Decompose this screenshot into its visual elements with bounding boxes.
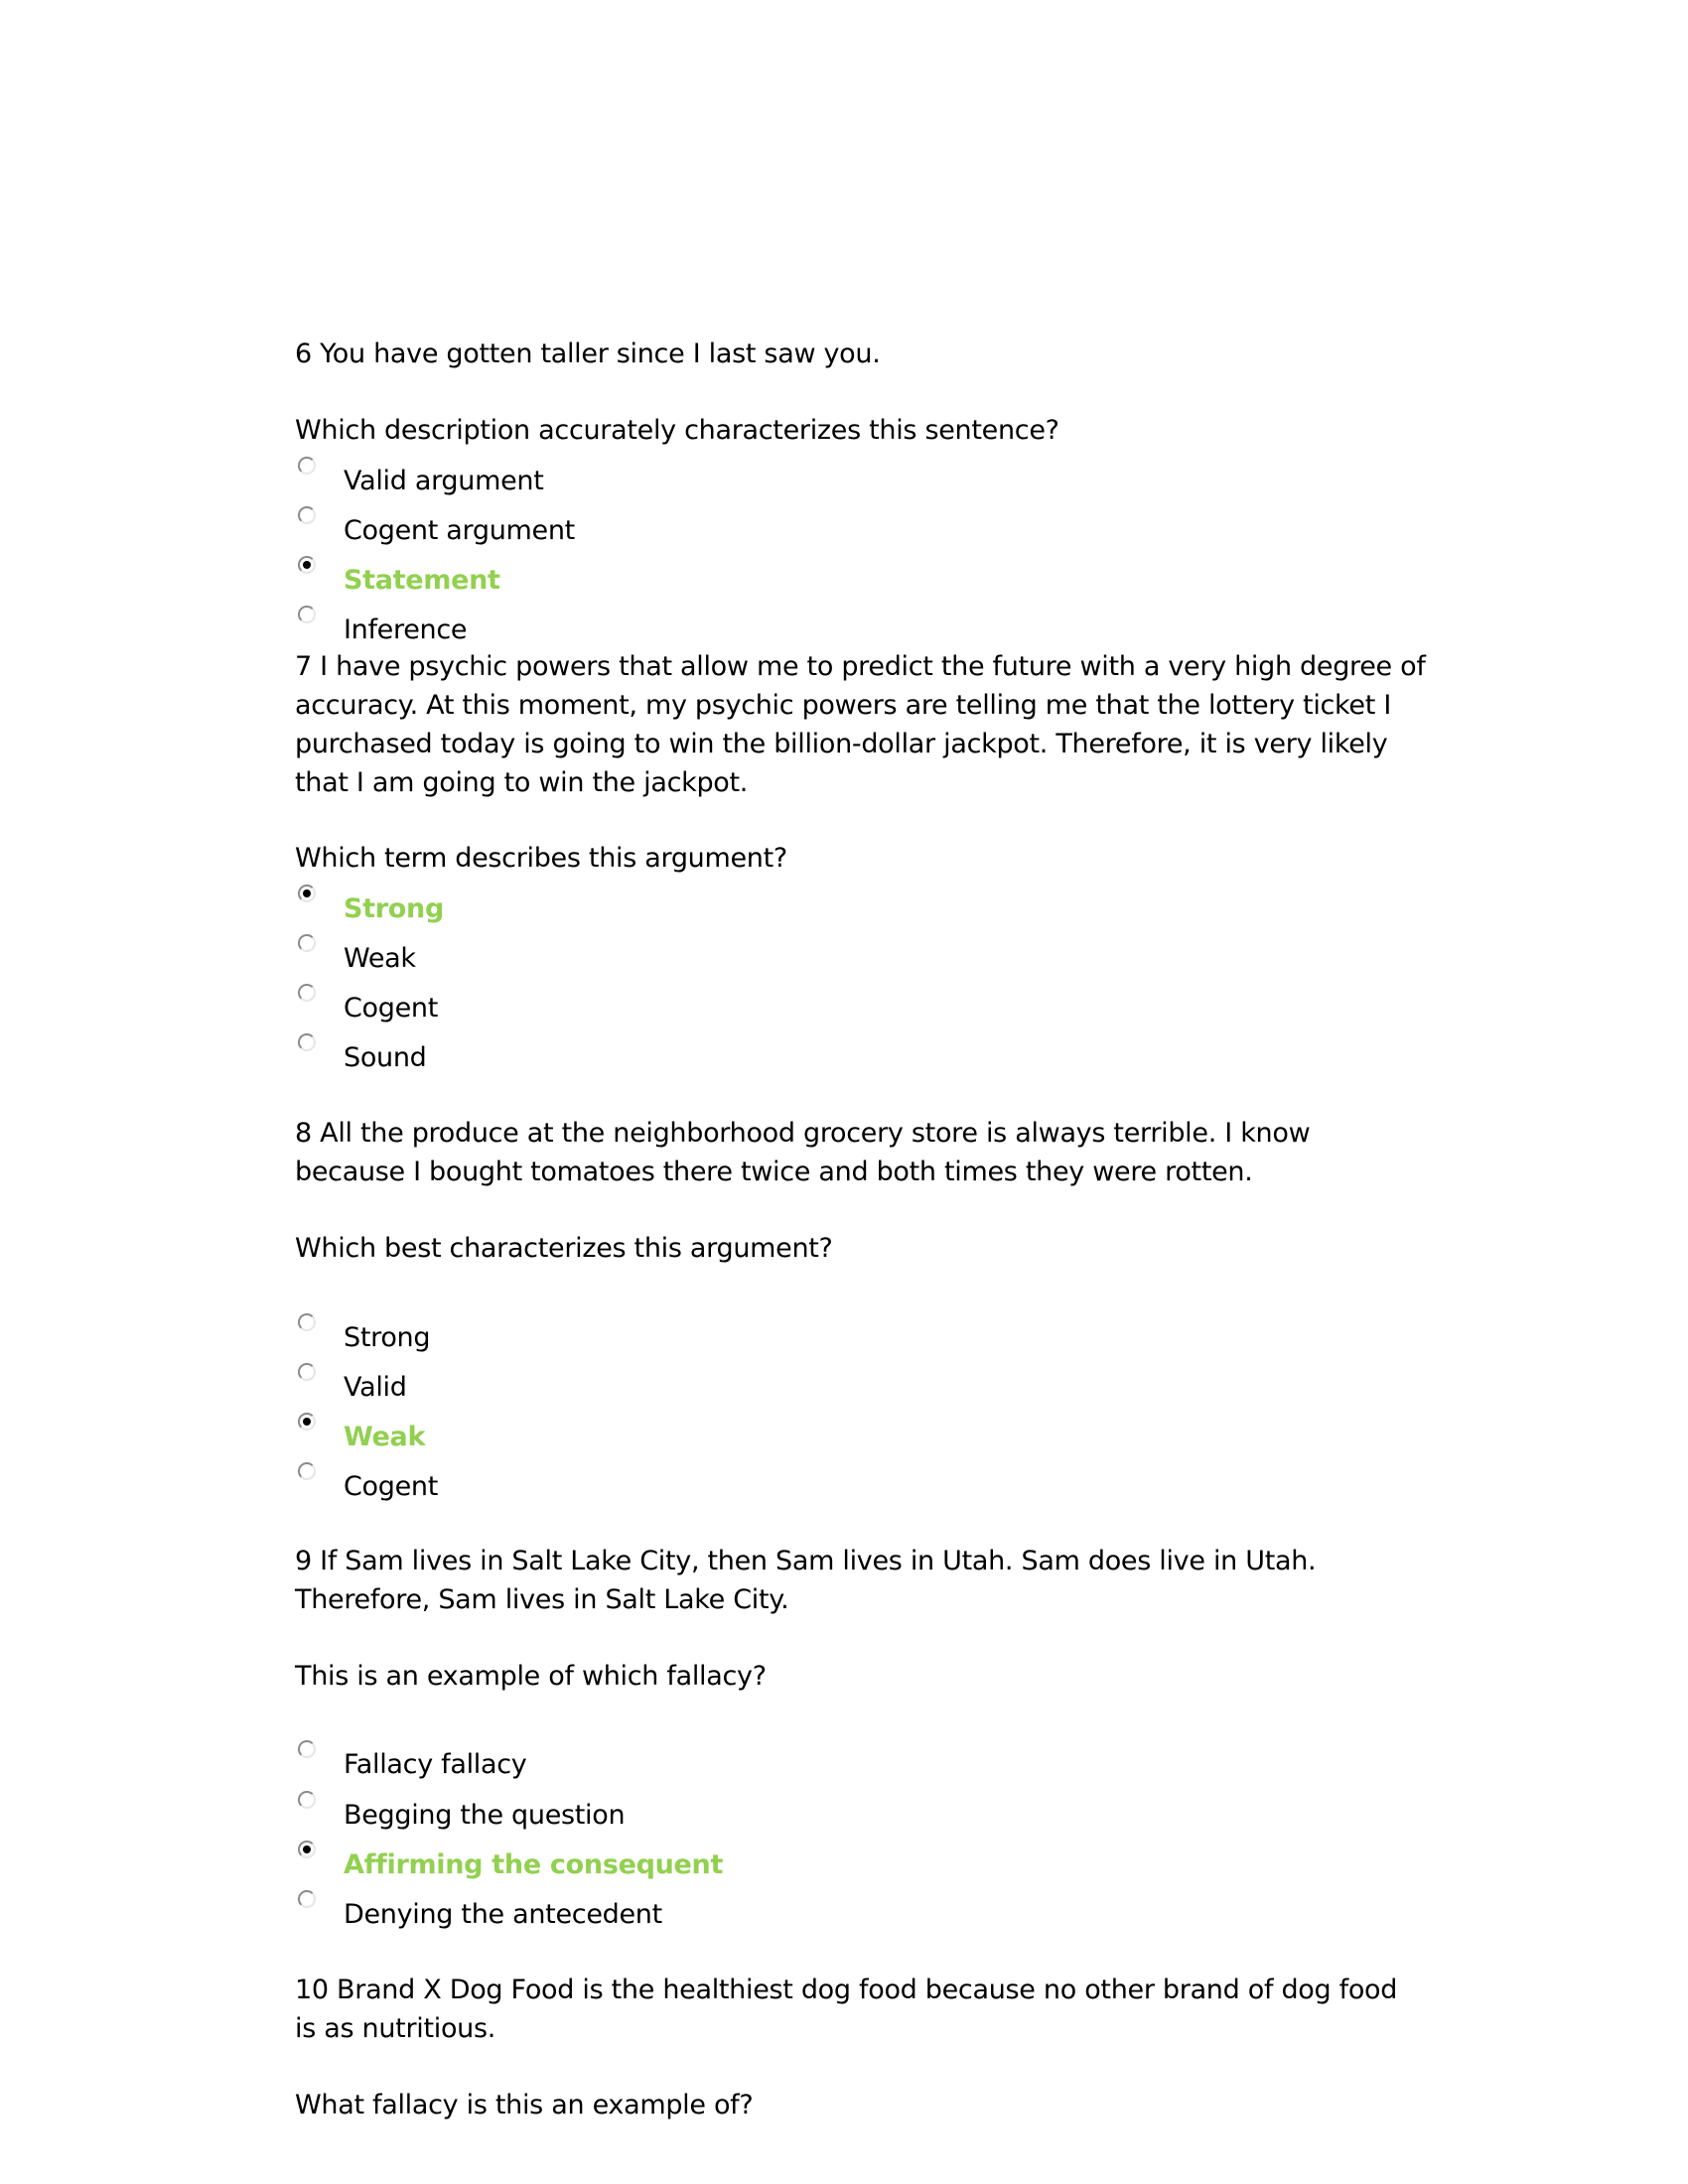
question-7-stem-line: accuracy. At this moment, my psychic powers are telling me that the lottery ticket I (295, 690, 1391, 721)
question-9-prompt: This is an example of which fallacy? (295, 1661, 767, 1692)
radio-selected-icon[interactable] (298, 1841, 316, 1858)
radio-unselected-icon[interactable] (298, 1740, 316, 1758)
question-6-prompt: Which description accurately characterizes this sentence? (295, 415, 1059, 446)
question-8-option-2[interactable] (298, 1365, 407, 1405)
question-7-option-1[interactable] (298, 887, 444, 926)
radio-unselected-icon[interactable] (298, 1890, 316, 1908)
question-6-stem: 6 You have gotten taller since I last saw you. (295, 339, 881, 369)
question-8-option-1[interactable] (298, 1315, 431, 1355)
question-6-option-4[interactable] (298, 608, 468, 647)
question-8-option-4[interactable] (298, 1464, 439, 1504)
option-label: Cogent (344, 1471, 439, 1502)
question-8-option-3[interactable] (298, 1415, 426, 1454)
question-6-option-3[interactable] (298, 558, 500, 598)
radio-selected-icon[interactable] (298, 1413, 316, 1431)
radio-unselected-icon[interactable] (298, 1033, 316, 1051)
question-7-option-4[interactable] (298, 1035, 427, 1075)
radio-unselected-icon[interactable] (298, 984, 316, 1002)
radio-unselected-icon[interactable] (298, 1791, 316, 1809)
radio-unselected-icon[interactable] (298, 457, 316, 475)
radio-selected-icon[interactable] (298, 556, 316, 574)
question-9-option-3[interactable] (298, 1843, 724, 1882)
option-label: Cogent (344, 993, 439, 1024)
question-7-prompt: Which term describes this argument? (295, 843, 787, 874)
radio-unselected-icon[interactable] (298, 1363, 316, 1381)
option-label: Weak (344, 943, 416, 974)
question-8-stem-line: 8 All the produce at the neighborhood grocery store is always terrible. I know (295, 1118, 1311, 1149)
question-7-option-2[interactable] (298, 936, 416, 976)
selected-option-label: Affirming the consequent (344, 1849, 724, 1880)
question-7-stem-line: that I am going to win the jackpot. (295, 767, 749, 798)
selected-option-label: Strong (344, 893, 444, 924)
question-9-stem-line: 9 If Sam lives in Salt Lake City, then Sam lives in Utah. Sam does live in Utah. (295, 1546, 1317, 1576)
option-label: Denying the antecedent (344, 1899, 662, 1930)
question-9-option-1[interactable] (298, 1742, 527, 1782)
option-label: Cogent argument (344, 515, 575, 546)
option-label: Inference (344, 614, 468, 645)
radio-unselected-icon[interactable] (298, 1462, 316, 1480)
radio-unselected-icon[interactable] (298, 506, 316, 524)
question-8-prompt: Which best characterizes this argument? (295, 1233, 833, 1264)
question-6-option-2[interactable] (298, 508, 575, 548)
radio-selected-icon[interactable] (298, 885, 316, 902)
radio-unselected-icon[interactable] (298, 934, 316, 952)
question-10-stem-line: is as nutritious. (295, 2013, 496, 2044)
question-10-stem-line: 10 Brand X Dog Food is the healthiest dog food because no other brand of dog food (295, 1975, 1398, 2005)
option-label: Valid (344, 1372, 407, 1403)
question-9-option-4[interactable] (298, 1892, 662, 1932)
question-9-stem-line: Therefore, Sam lives in Salt Lake City. (295, 1584, 789, 1615)
question-8-stem-line: because I bought tomatoes there twice and both times they were rotten. (295, 1157, 1253, 1187)
option-label: Fallacy fallacy (344, 1749, 527, 1780)
selected-option-label: Statement (344, 565, 500, 596)
radio-unselected-icon[interactable] (298, 606, 316, 623)
option-label: Sound (344, 1042, 427, 1073)
question-7-stem-line: purchased today is going to win the billion-dollar jackpot. Therefore, it is very likely (295, 729, 1388, 759)
question-7-stem-line: 7 I have psychic powers that allow me to predict the future with a very high degree of (295, 651, 1426, 682)
option-label: Valid argument (344, 466, 544, 496)
question-7-option-3[interactable] (298, 986, 439, 1025)
question-9-option-2[interactable] (298, 1793, 626, 1833)
question-6-option-1[interactable] (298, 459, 544, 498)
option-label: Strong (344, 1322, 431, 1353)
question-10-prompt: What fallacy is this an example of? (295, 2090, 754, 2120)
radio-unselected-icon[interactable] (298, 1313, 316, 1331)
option-label: Begging the question (344, 1800, 626, 1831)
selected-option-label: Weak (344, 1422, 426, 1452)
